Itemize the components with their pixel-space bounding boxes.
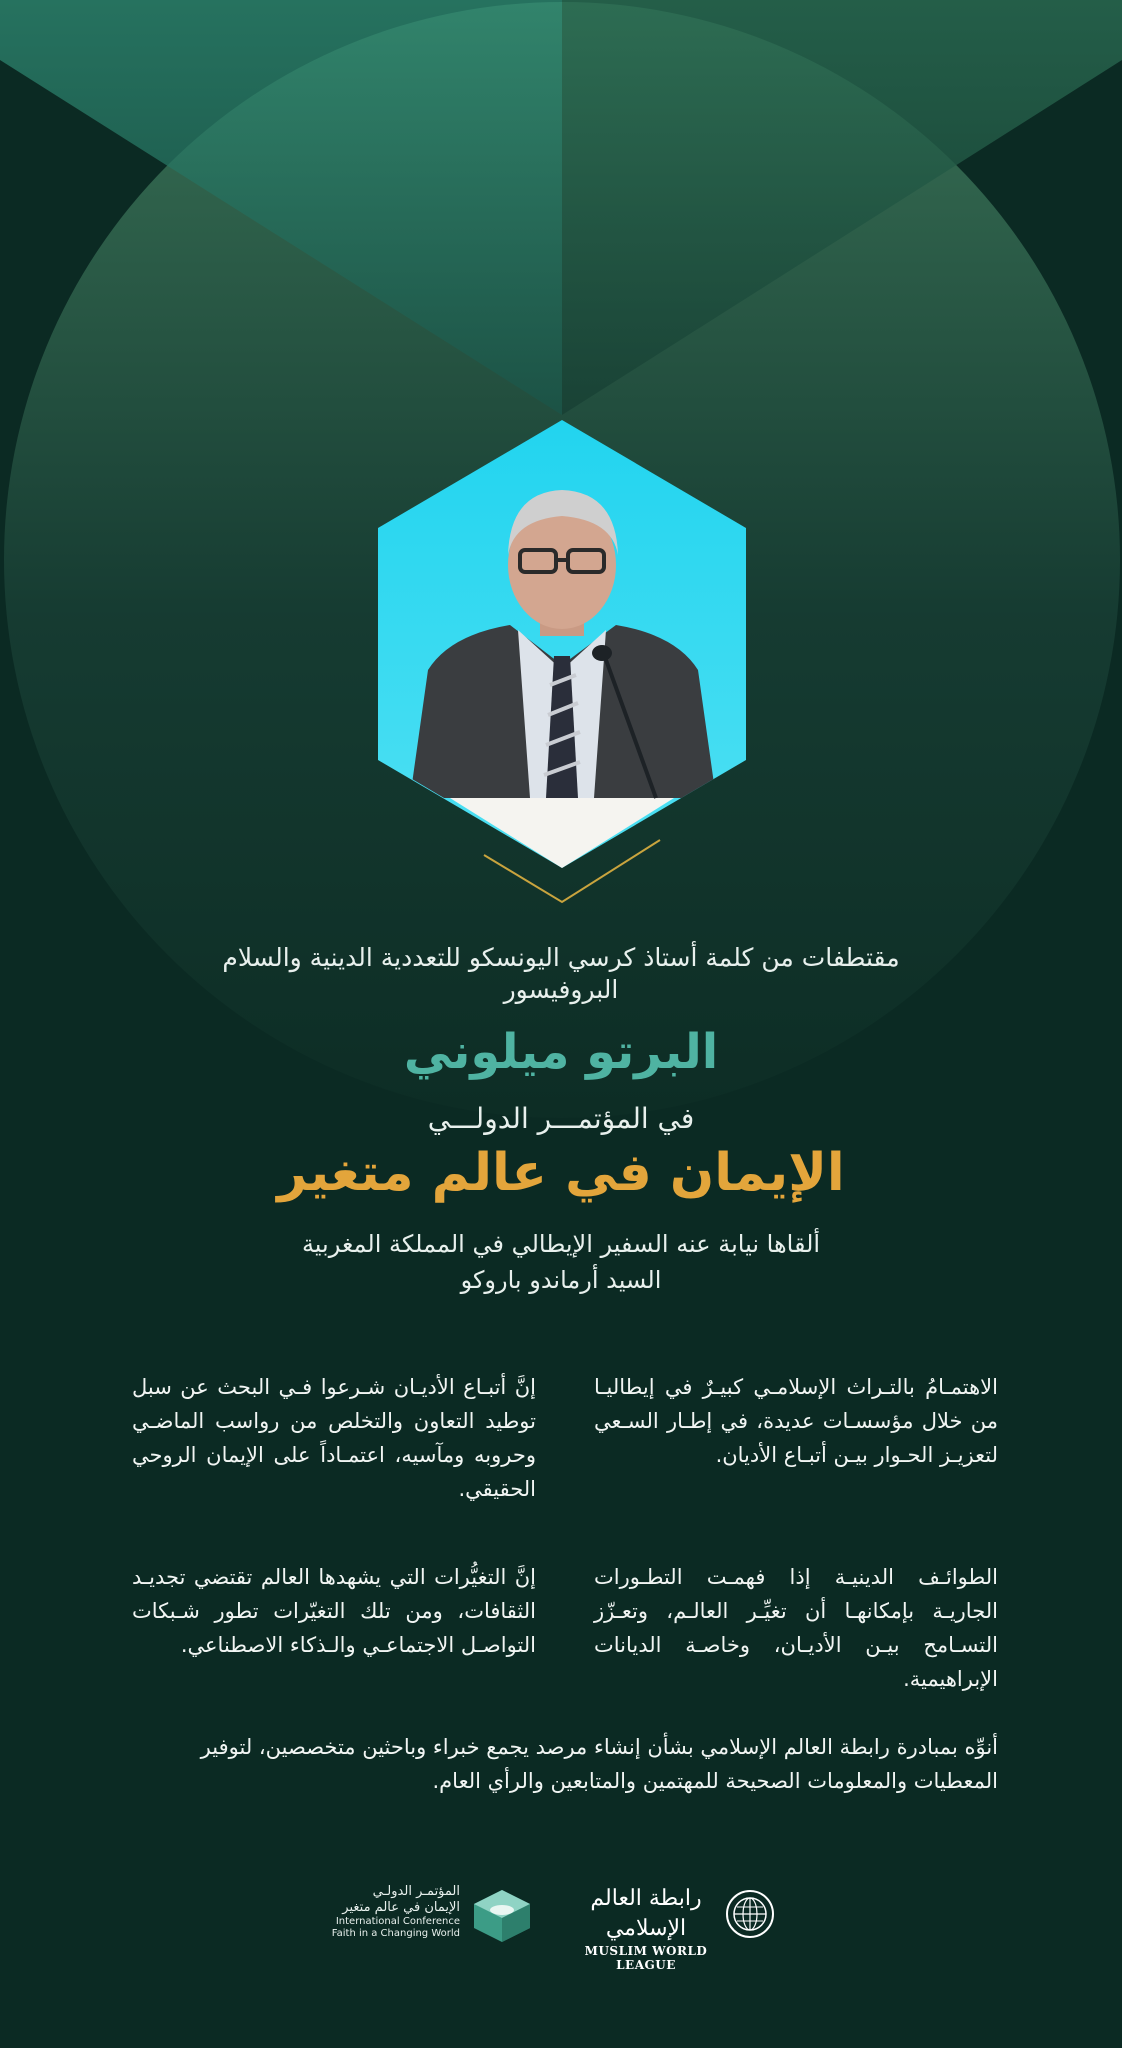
mwl-logo-text [566,1884,726,1972]
delivered-line-2: السيد أرماندو باروكو [460,1266,662,1294]
speaker-name: البرتو ميلوني [403,1024,719,1080]
conference-logo-ar-1: المؤتمـر الدولـي [372,1884,460,1899]
quote-1: الاهتمـامُ بالتـراث الإسلامـي كبيـرٌ في إيطاليـا من خلال مؤسسـات عديدة، في إطـار السـعي لتعزيـز الحـوار بيـن أتبـاع الأديان. [594,1375,998,1467]
intro-text [120,942,1002,1006]
conference-title: الإيمان في عالم متغير [277,1143,845,1203]
conference-logo-text [330,1884,460,1940]
delivered-by [120,1226,1002,1298]
mwl-arabic: رابطة العالم الإسلامي [590,1886,702,1941]
quote-2: إنَّ أتبـاع الأديـان شـرعوا فـي البحث عن سبل توطيد التعاون والتخلص من رواسب الماضـي وحروبه ومآسيه، اعتمـاداً على الإيمان الروحي الحقيقي. [132,1375,536,1501]
conference-cube-icon [472,1888,532,1944]
quote-4: إنَّ التغيُّرات التي يشهدها العالم تقتضي تجديـد الثقافات، ومن تلك التغيّرات تطور شـبكات التواصـل الاجتماعـي والـذكاء الاصطناعي. [132,1565,536,1657]
conference-logo-en-2: Faith in a Changing World [331,1928,460,1939]
intro-line-1: مقتطفات من كلمة أستاذ كرسي اليونسكو للتعددية الدينية والسلام [222,943,900,972]
mwl-emblem-icon [724,1888,776,1940]
conference-logo-ar-2: الإيمان في عالم متغير [342,1900,460,1915]
intro-line-2: البروفيسور [503,975,619,1004]
delivered-line-1: ألقاها نيابة عنه السفير الإيطالي في المملكة المغربية [301,1230,821,1258]
conference-prefix: في المؤتمـــر الدولـــي [427,1102,695,1135]
quote-3: الطوائـف الدينيـة إذا فهمـت التطـورات الجاريـة بإمكانهـا أن تغيِّـر العالـم، وتعـزّز التسـامح بيـن الأديـان، وخاصـة الديانات الإبراهيمية. [594,1565,998,1691]
mwl-english: MUSLIM WORLD LEAGUE [584,1944,708,1972]
conference-logo-en-1: International Conference [335,1916,460,1927]
speaker-photo [380,420,746,870]
quote-5: أنوِّه بمبادرة رابطة العالم الإسلامي بشأن إنشاء مرصد يجمع خبراء وباحثين متخصصين، لتوفير المعطيات والمعلومات الصحيحة للمهتمين والمتابعين والرأي العام. [200,1735,998,1793]
